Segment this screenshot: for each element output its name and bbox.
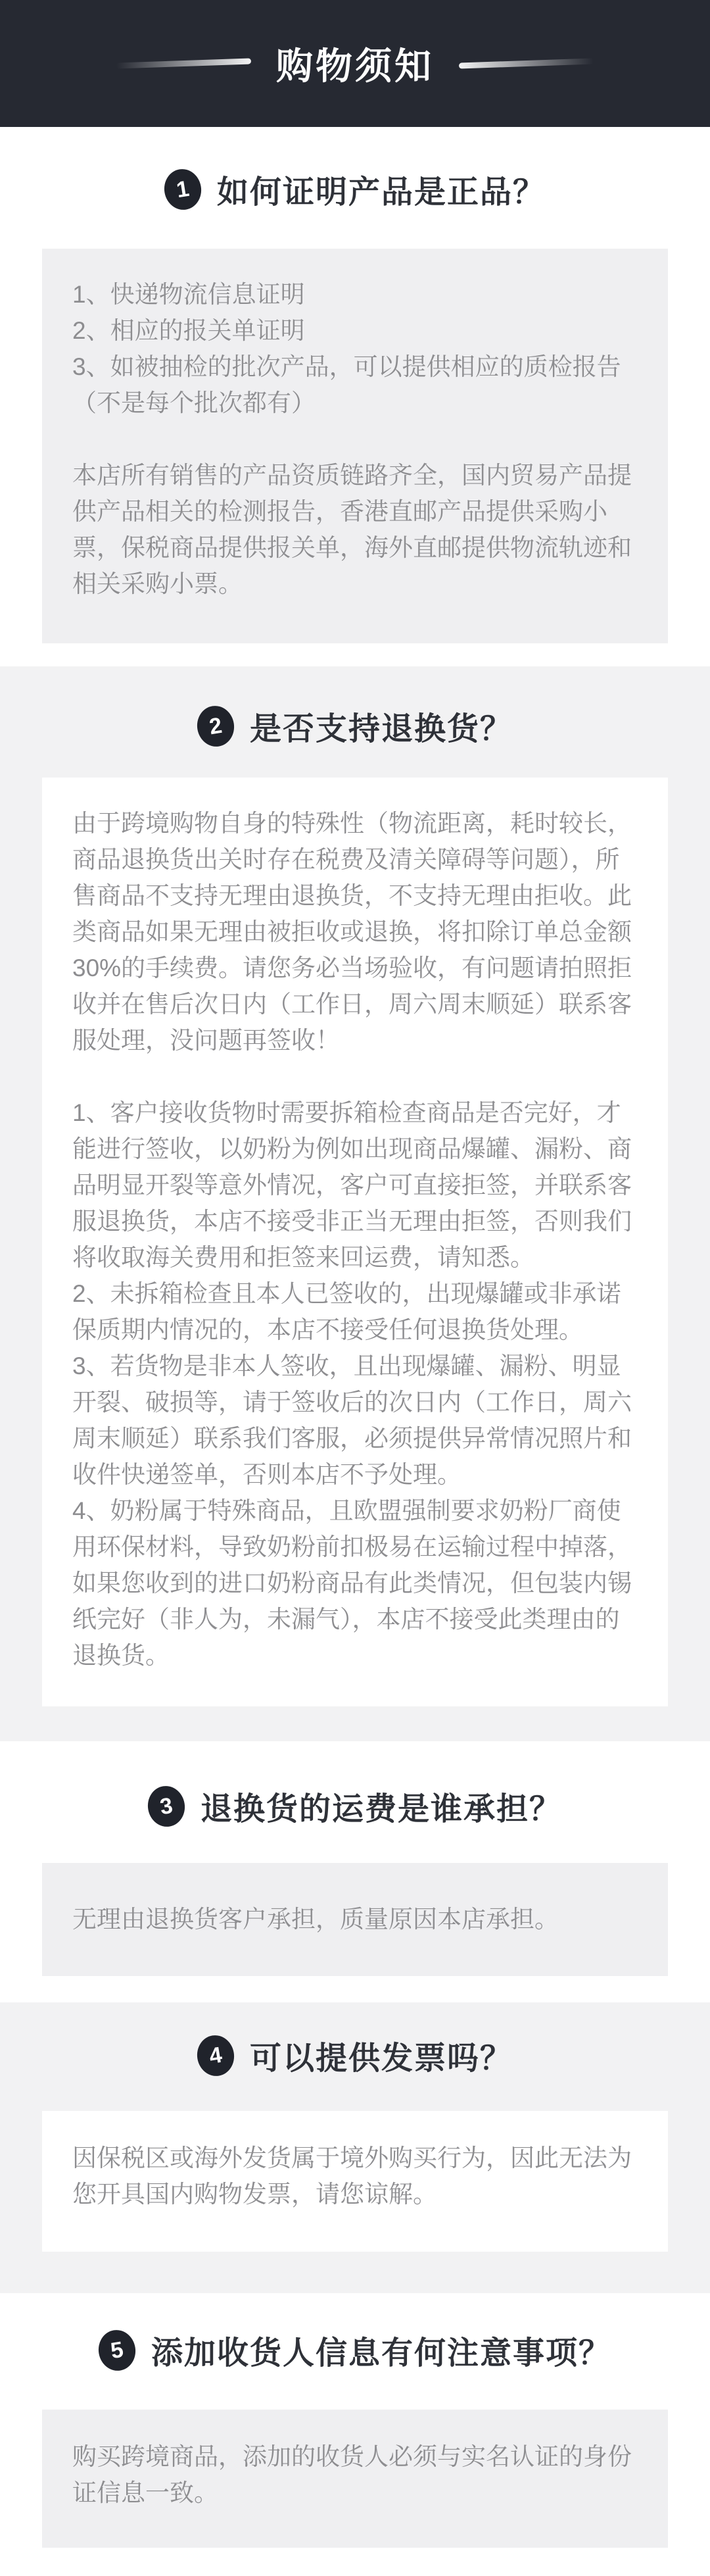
list-item: 2、相应的报关单证明	[72, 317, 305, 344]
section-returns	[0, 666, 710, 1741]
section-1-title: 如何证明产品是正品？	[216, 175, 546, 210]
section-2-intro: 由于跨境购物自身的特殊性（物流距离，耗时较长，商品退换货出关时存在税费及清关障碍等问题），所售商品不支持无理由退换货，不支持无理由拒收。此类商品如果无理由被拒收或退换，将扣除订单总金额30%的手续费。请您务必当场验收，有问题请拍照拒收并在售后次日内（工作日，周六周末顺延）联系客服处理，没问题再签收！	[72, 810, 632, 1054]
section-3-paragraph: 无理由退换货客户承担，质量原因本店承担。	[72, 1906, 559, 1933]
list-item: 2、未拆箱检查且本人已签收的，出现爆罐或非承诺保质期内情况的，本店不接受任何退换货处理。	[72, 1280, 621, 1343]
section-1-number-badge: 1	[161, 166, 204, 212]
section-4-paragraph: 因保税区或海外发货属于境外购买行为，因此无法为您开具国内购物发票，请您谅解。	[72, 2144, 632, 2208]
section-2-title: 是否支持退换货？	[249, 712, 513, 747]
section-2-heading	[0, 703, 710, 749]
page-header	[0, 0, 710, 127]
section-3-box	[42, 1863, 668, 1976]
section-4-title: 可以提供发票吗？	[249, 2041, 513, 2076]
list-item: 4、奶粉属于特殊商品，且欧盟强制要求奶粉厂商使用环保材料，导致奶粉前扣极易在运输过程中掉落，如果您收到的进口奶粉商品有此类情况，但包装内锡纸完好（非人为，未漏气），本店不接受此类理由的退换货。	[72, 1497, 632, 1669]
title-dash-right-icon	[459, 58, 594, 68]
section-1-heading	[0, 166, 710, 212]
section-invoice	[0, 2002, 710, 2293]
section-3-number-badge: 3	[145, 1783, 187, 1829]
section-2-number-badge: 2	[194, 703, 237, 749]
section-return-shipping-fee	[0, 1741, 710, 2002]
list-item: （不是每个批次都有）	[72, 389, 316, 416]
section-5-box	[42, 2410, 668, 2548]
section-4-card	[42, 2111, 668, 2252]
section-5-paragraph: 购买跨境商品，添加的收货人必须与实名认证的身份证信息一致。	[72, 2443, 632, 2506]
section-4-heading	[0, 2033, 710, 2078]
section-2-card	[42, 778, 668, 1706]
section-4-number-badge: 4	[194, 2033, 237, 2079]
section-5-number-badge: 5	[95, 2327, 138, 2373]
title-dash-left-icon	[116, 58, 251, 68]
list-item: 3、如被抽检的批次产品，可以提供相应的质检报告	[72, 353, 621, 380]
list-item: 1、客户接收货物时需要拆箱检查商品是否完好，才能进行签收，以奶粉为例如出现商品爆罐、漏粉、商品明显开裂等意外情况，客户可直接拒签，并联系客服退换货，本店不接受非正当无理由拒签，否则我们将收取海关费用和拒签来回运费，请知悉。	[72, 1099, 632, 1271]
section-authenticity	[0, 127, 710, 666]
list-item: 3、若货物是非本人签收，且出现爆罐、漏粉、明显开裂、破损等，请于签收后的次日内（工作日，周六周末顺延）联系我们客服，必须提供异常情况照片和收件快递签单，否则本店不予处理。	[72, 1352, 632, 1488]
list-item: 1、快递物流信息证明	[72, 281, 305, 308]
section-1-paragraph: 本店所有销售的产品资质链路齐全，国内贸易产品提供产品相关的检测报告，香港直邮产品提供采购小票，保税商品提供报关单，海外直邮提供物流轨迹和相关采购小票。	[72, 462, 632, 597]
section-3-heading	[0, 1783, 710, 1829]
page-title: 购物须知	[276, 45, 434, 87]
section-3-title: 退换货的运费是谁承担？	[200, 1792, 562, 1827]
section-5-title: 添加收货人信息有何注意事项？	[151, 2336, 611, 2371]
section-1-box	[42, 249, 668, 643]
section-consignee-info	[0, 2293, 710, 2576]
section-5-heading	[0, 2327, 710, 2373]
